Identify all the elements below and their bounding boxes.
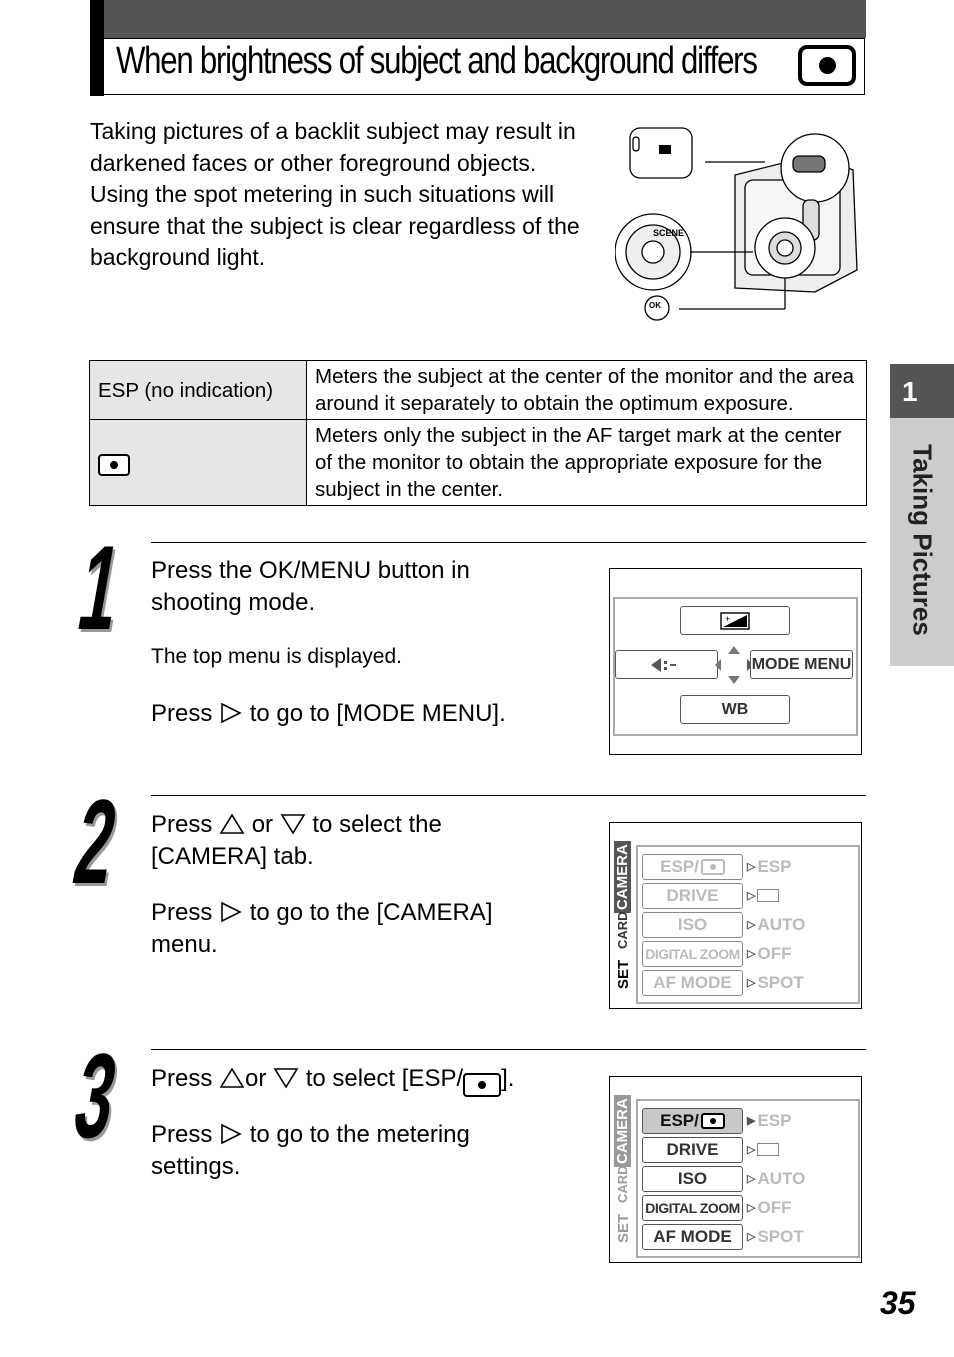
spot-metering-icon — [701, 859, 725, 875]
table-desc-spot: Meters only the subject in the AF target mark at the center of the monitor to obtain the appropriate exposure for the subject in the center. — [307, 420, 867, 506]
single-frame-icon — [757, 889, 779, 902]
exposure-comp-icon — [720, 612, 750, 630]
page-number: 35 — [880, 1285, 916, 1321]
step-number: 2 — [65, 775, 126, 909]
tab-camera[interactable]: CAMERA — [614, 1095, 631, 1167]
table-label-esp: ESP (no indication) — [90, 361, 307, 420]
quality-icon — [649, 656, 685, 674]
table-row — [90, 420, 867, 506]
menu-tabs — [612, 1098, 634, 1251]
menu-item-esp[interactable]: ESP/ ▷ ESP — [642, 852, 805, 881]
right-arrow-icon — [219, 901, 243, 923]
metering-menu-screen — [609, 1076, 862, 1263]
right-arrow-icon — [219, 1123, 243, 1145]
tab-card[interactable]: CARD — [615, 1165, 630, 1203]
tab-camera[interactable]: CAMERA — [614, 841, 631, 913]
step-1-instruction: Press the OK/MENU button in shooting mode. — [151, 557, 470, 616]
tab-set[interactable]: SET — [615, 1213, 632, 1243]
svg-text:SCENE: SCENE — [653, 228, 685, 238]
down-arrow-icon — [280, 813, 306, 835]
spot-metering-icon — [701, 1113, 725, 1129]
direction-pad-icon — [713, 644, 755, 686]
menu-item-digital-zoom[interactable]: DIGITAL ZOOM ▷ OFF — [642, 939, 805, 968]
step-number: 1 — [69, 521, 130, 655]
menu-item-drive[interactable]: DRIVE ▷ — [642, 881, 805, 910]
menu-item-iso[interactable]: ISO ▷ AUTO — [642, 1164, 805, 1193]
up-arrow-icon — [219, 813, 245, 835]
down-arrow-icon — [273, 1067, 299, 1089]
mode-menu-button[interactable]: MODE MENU — [750, 650, 853, 679]
metering-table — [89, 360, 867, 506]
menu-item-drive[interactable]: DRIVE ▷ — [642, 1135, 805, 1164]
table-row — [90, 361, 867, 420]
step-divider — [151, 795, 866, 796]
chapter-number: 1 — [890, 364, 954, 418]
flash-button[interactable] — [615, 650, 718, 679]
menu-list — [642, 1106, 805, 1251]
table-desc-esp: Meters the subject at the center of the monitor and the area around it separately to obtain the optimum exposure. — [307, 361, 867, 420]
step-1-note: The top menu is displayed. — [151, 645, 402, 668]
svg-text:OK: OK — [649, 301, 661, 310]
menu-tabs — [612, 844, 634, 997]
menu-list — [642, 852, 805, 997]
step-divider — [151, 1049, 866, 1050]
step-1-action: Press to go to [MODE MENU]. — [151, 700, 506, 727]
page-title: When brightness of subject and background differs — [116, 40, 757, 82]
step-2-action: Press to go to the [CAMERA] menu. — [151, 899, 493, 958]
wb-button[interactable]: WB — [680, 695, 790, 724]
svg-text:+: + — [725, 613, 731, 624]
right-arrow-icon — [219, 702, 243, 724]
table-label-spot — [90, 420, 307, 506]
menu-item-af-mode[interactable]: AF MODE ▷ SPOT — [642, 1222, 805, 1251]
top-menu-screen — [609, 568, 862, 755]
menu-item-af-mode[interactable]: AF MODE ▷ SPOT — [642, 968, 805, 997]
step-2-instruction: Press or to select the [CAMERA] tab. — [151, 811, 442, 870]
camera-menu-screen — [609, 822, 862, 1009]
menu-item-digital-zoom[interactable]: DIGITAL ZOOM ▷ OFF — [642, 1193, 805, 1222]
camera-diagram — [615, 120, 865, 330]
tab-set[interactable]: SET — [615, 959, 632, 989]
spot-metering-icon — [463, 1073, 501, 1097]
step-divider — [151, 542, 866, 543]
step-number: 3 — [65, 1029, 126, 1163]
step-3-action: Press to go to the metering settings. — [151, 1121, 470, 1180]
spot-metering-icon — [798, 45, 856, 86]
header-bar — [90, 0, 866, 38]
up-arrow-icon — [219, 1067, 245, 1089]
step-3-instruction: Press or to select [ESP/ ]. — [151, 1063, 514, 1097]
intro-paragraph: Taking pictures of a backlit subject may result in darkened faces or other foreground objects. Using the spot metering in such situations will ensure that the subject is clear regardless of the background light. — [90, 118, 580, 270]
tab-card[interactable]: CARD — [615, 911, 630, 949]
menu-item-esp[interactable]: ESP/ ▶ ESP — [642, 1106, 805, 1135]
header-accent — [90, 0, 104, 96]
menu-item-iso[interactable]: ISO ▷ AUTO — [642, 910, 805, 939]
spot-metering-icon — [98, 454, 130, 476]
exposure-comp-button[interactable] — [680, 606, 790, 635]
chapter-label: Taking Pictures — [907, 444, 938, 636]
single-frame-icon — [757, 1143, 779, 1156]
